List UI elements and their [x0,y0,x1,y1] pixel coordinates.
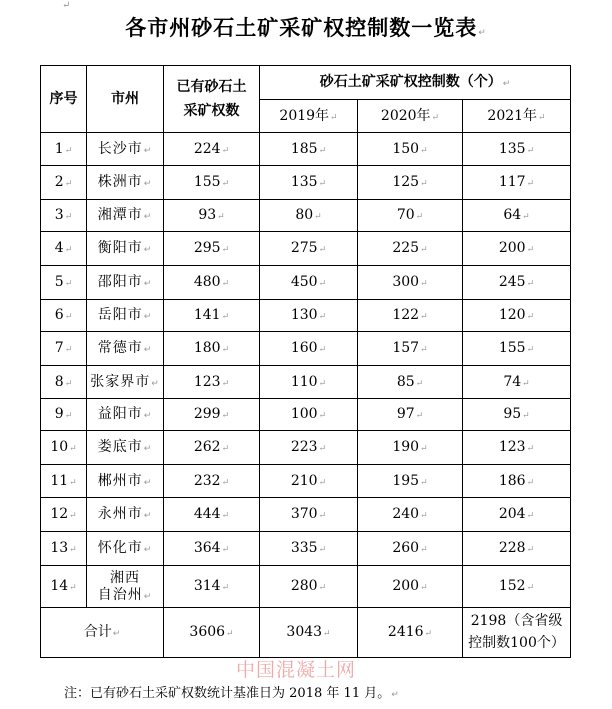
existing-count: 93↵ [164,200,260,232]
existing-count: 123↵ [164,366,260,399]
quota-2020: 195↵ [358,465,463,498]
existing-count: 232↵ [164,465,260,498]
total-2021: 2198（含省级 控制数100个） [463,608,571,658]
footnote: 注：已有砂石土采矿权数统计基准日为 2018 年 11 月。↵ [64,686,399,701]
city-name: 郴州市↵ [87,465,164,498]
row-number: 10↵ [41,431,87,465]
quota-2021: 135↵ [463,133,571,166]
table-row [41,498,571,532]
table-row [41,566,571,608]
row-number: 9↵ [41,399,87,431]
quota-2019: 450↵ [260,266,358,300]
quota-2020: 225↵ [358,232,463,266]
existing-count: 180↵ [164,332,260,366]
city-name: 湘潭市↵ [87,200,164,232]
quota-2019: 160↵ [260,332,358,366]
table-row [41,431,571,465]
row-number: 3↵ [41,200,87,232]
existing-count: 299↵ [164,399,260,431]
city-name: 永州市↵ [87,498,164,532]
city-name: 长沙市↵ [87,133,164,166]
header-city: 市州 [87,66,164,133]
quota-2020: 260↵ [358,532,463,566]
quota-2019: 135↵ [260,166,358,200]
city-name: 张家界市↵ [87,366,164,399]
quota-2021: 64↵ [463,200,571,232]
quota-2019: 210↵ [260,465,358,498]
existing-count: 141↵ [164,300,260,332]
quota-2020: 85↵ [358,366,463,399]
row-number: 7↵ [41,332,87,366]
city-name: 益阳市↵ [87,399,164,431]
quota-2019: 223↵ [260,431,358,465]
existing-count: 295↵ [164,232,260,266]
existing-count: 262↵ [164,431,260,465]
existing-count: 364↵ [164,532,260,566]
quota-2021: 245↵ [463,266,571,300]
quota-2021: 74↵ [463,366,571,399]
row-number: 12↵ [41,498,87,532]
row-number: 13↵ [41,532,87,566]
quota-2020: 122↵ [358,300,463,332]
quota-2019: 185↵ [260,133,358,166]
quota-2019: 370↵ [260,498,358,532]
existing-count: 480↵ [164,266,260,300]
quota-2020: 300↵ [358,266,463,300]
existing-count: 314↵ [164,566,260,608]
city-name: 株洲市↵ [87,166,164,200]
total-label: 合计↵ [41,608,164,658]
table-row [41,532,571,566]
quota-table [40,65,571,658]
quota-2019: 110↵ [260,366,358,399]
quota-2021: 186↵ [463,465,571,498]
table-row [41,399,571,431]
quota-2019: 275↵ [260,232,358,266]
table-row [41,465,571,498]
quota-2019: 80↵ [260,200,358,232]
quota-2020: 157↵ [358,332,463,366]
city-name: 娄底市↵ [87,431,164,465]
table-row [41,232,571,266]
quota-2020: 200↵ [358,566,463,608]
row-number: 5↵ [41,266,87,300]
paragraph-mark: ↵ [478,28,487,38]
existing-count: 444↵ [164,498,260,532]
row-number: 11↵ [41,465,87,498]
quota-2020: 97↵ [358,399,463,431]
row-number: 4↵ [41,232,87,266]
total-2020: 2416↵ [358,608,463,658]
city-name: 邵阳市↵ [87,266,164,300]
quota-2021: 228↵ [463,532,571,566]
quota-2021: 120↵ [463,300,571,332]
quota-2021: 204↵ [463,498,571,532]
quota-2021: 117↵ [463,166,571,200]
city-name: 怀化市↵ [87,532,164,566]
quota-2019: 280↵ [260,566,358,608]
city-name: 岳阳市↵ [87,300,164,332]
table-row [41,133,571,166]
header-year-2019: 2019年↵ [260,100,358,133]
row-number: 14↵ [41,566,87,608]
header-row-top [41,66,571,100]
quota-2020: 240↵ [358,498,463,532]
quota-2020: 70↵ [358,200,463,232]
quota-2021: 200↵ [463,232,571,266]
header-year-2020: 2020年↵ [358,100,463,133]
city-name: 衡阳市↵ [87,232,164,266]
header-seq: 序号 [41,66,87,133]
row-number: 1↵ [41,133,87,166]
table-row [41,332,571,366]
table-row [41,300,571,332]
total-existing: 3606↵ [164,608,260,658]
header-existing: 已有砂石土 采矿权数 [164,66,260,133]
page-title: 各市州砂石土矿采矿权控制数一览表↵ [125,16,487,40]
total-2019: 3043↵ [260,608,358,658]
quota-2019: 100↵ [260,399,358,431]
quota-2019: 335↵ [260,532,358,566]
quota-2020: 125↵ [358,166,463,200]
header-control: 砂石土矿采矿权控制数（个）↵ [260,66,571,100]
row-number: 8↵ [41,366,87,399]
quota-2021: 155↵ [463,332,571,366]
quota-2020: 150↵ [358,133,463,166]
table-row [41,200,571,232]
header-year-2021: 2021年↵ [463,100,571,133]
existing-count: 224↵ [164,133,260,166]
city-name: 湘西 自治州↵ [87,566,164,608]
paragraph-mark: ↵ [62,0,71,11]
row-number: 2↵ [41,166,87,200]
table-row [41,166,571,200]
city-name: 常德市↵ [87,332,164,366]
total-row [41,608,571,658]
table-row [41,366,571,399]
quota-2020: 190↵ [358,431,463,465]
quota-2021: 123↵ [463,431,571,465]
quota-2019: 130↵ [260,300,358,332]
quota-2021: 95↵ [463,399,571,431]
table-row [41,266,571,300]
row-number: 6↵ [41,300,87,332]
watermark: 中国混凝土网 [236,659,357,681]
existing-count: 155↵ [164,166,260,200]
quota-2021: 152↵ [463,566,571,608]
